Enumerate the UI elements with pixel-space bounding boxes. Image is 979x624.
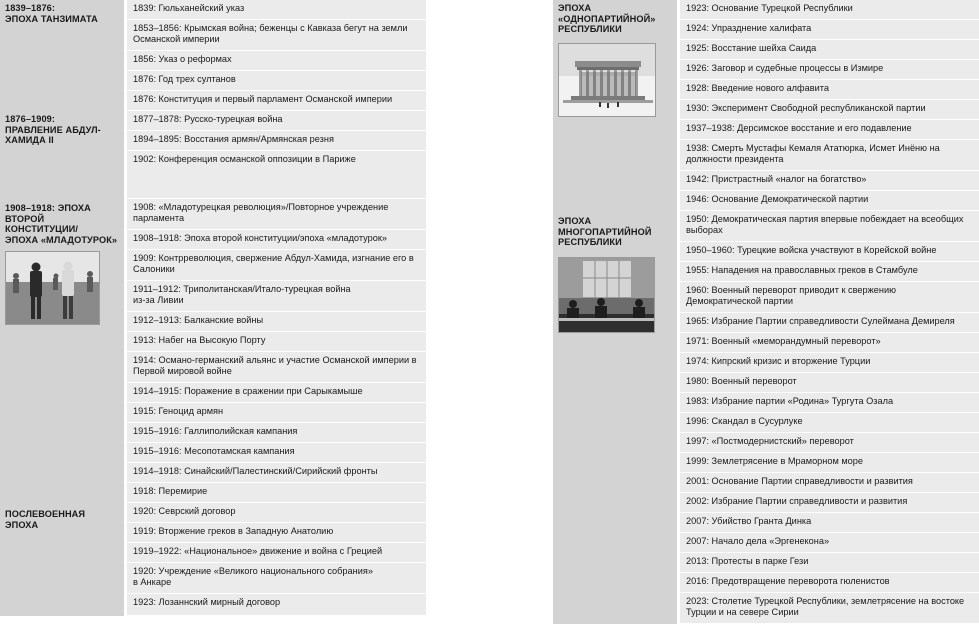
event-list (127, 0, 426, 111)
event-list (127, 111, 426, 199)
event-row: 1920: Учреждение «Великого национального собрания» в Анкаре (127, 563, 426, 594)
assembly-photo-icon (558, 257, 655, 333)
mausoleum-photo-icon (558, 43, 656, 117)
event-row: 1999: Землетрясение в Мраморном море (680, 453, 979, 473)
era-title: 1908–1918: ЭПОХА ВТОРОЙ КОНСТИТУЦИИ/ ЭПОХА «МЛАДОТУРОК» (5, 203, 118, 245)
event-list (680, 0, 979, 211)
event-row: 1919–1922: «Национальное» движение и война с Грецией (127, 543, 426, 563)
event-row: 1924: Упразднение халифата (680, 20, 979, 40)
event-row: 1918: Перемирие (127, 483, 426, 503)
era-title: ПОСЛЕВОЕННАЯ ЭПОХА (5, 509, 86, 530)
era-title: ЭПОХА МНОГОПАРТИЙНОЙ РЕСПУБЛИКИ (558, 216, 652, 247)
era-group (0, 0, 426, 111)
event-row: 1915: Геноцид армян (127, 403, 426, 423)
event-row: 1876: Год трех султанов (127, 71, 426, 91)
era-cell (0, 111, 127, 199)
event-row: 1914–1918: Синайский/Палестинский/Сирийский фронты (127, 463, 426, 483)
event-row: 2013: Протесты в парке Гези (680, 553, 979, 573)
event-row: 1877–1878: Русско-турецкая война (127, 111, 426, 131)
event-row: 1915–1916: Галлиполийская кампания (127, 423, 426, 443)
era-group (553, 0, 979, 211)
era-group (0, 111, 426, 199)
event-row: 1983: Избрание партии «Родина» Тургута Озала (680, 393, 979, 413)
event-list (680, 211, 979, 624)
event-list (127, 503, 426, 616)
event-row: 1946: Основание Демократической партии (680, 191, 979, 211)
event-row: 1996: Скандал в Сусурлуке (680, 413, 979, 433)
event-row: 1839: Гюльханейский указ (127, 0, 426, 20)
era-title: 1839–1876: ЭПОХА ТАНЗИМАТА (5, 3, 98, 24)
event-row: 1908: «Младотурецкая революция»/Повторное учреждение парламента (127, 199, 426, 230)
era-cell (0, 0, 127, 111)
event-row: 1914–1915: Поражение в сражении при Сарыкамыше (127, 383, 426, 403)
event-row: 1913: Набег на Высокую Порту (127, 332, 426, 352)
era-title: 1876–1909: ПРАВЛЕНИЕ АБДУЛ- ХАМИДА II (5, 114, 101, 145)
event-row: 1920: Севрский договор (127, 503, 426, 523)
era-group (0, 503, 426, 616)
event-row: 1938: Смерть Мустафы Кемаля Ататюрка, Исмет Инёню на должности президента (680, 140, 979, 171)
event-row: 1960: Военный переворот приводит к свержению Демократической партии (680, 282, 979, 313)
event-row: 1923: Основание Турецкой Республики (680, 0, 979, 20)
event-row: 1955: Нападения на православных греков в Стамбуле (680, 262, 979, 282)
event-row: 1894–1895: Восстания армян/Армянская резня (127, 131, 426, 151)
event-row: 2001: Основание Партии справедливости и развития (680, 473, 979, 493)
event-row: 1919: Вторжение греков в Западную Анатолию (127, 523, 426, 543)
event-row: 2002: Избрание Партии справедливости и развития (680, 493, 979, 513)
event-row: 1950: Демократическая партия впервые побеждает на всеобщих выборах (680, 211, 979, 242)
event-row: 1911–1912: Триполитанская/Итало-турецкая война из-за Ливии (127, 281, 426, 312)
event-row: 1942: Пристрастный «налог на богатство» (680, 171, 979, 191)
timeline-right-column (553, 0, 979, 624)
event-row: 1980: Военный переворот (680, 373, 979, 393)
era-cell (0, 503, 127, 616)
event-row: 1914: Османо-германский альянс и участие Османской империи в Первой мировой войне (127, 352, 426, 383)
event-row: 1926: Заговор и судебные процессы в Измире (680, 60, 979, 80)
event-row: 2007: Убийство Гранта Динка (680, 513, 979, 533)
event-row: 1997: «Постмодернистский» переворот (680, 433, 979, 453)
event-row: 1856: Указ о реформах (127, 51, 426, 71)
era-cell (553, 0, 680, 211)
era-title: ЭПОХА «ОДНОПАРТИЙНОЙ» РЕСПУБЛИКИ (558, 3, 656, 34)
event-row: 1925: Восстание шейха Саида (680, 40, 979, 60)
event-row: 2007: Начало дела «Эргенекона» (680, 533, 979, 553)
event-row: 1923: Лозаннский мирный договор (127, 594, 426, 616)
era-cell (553, 211, 680, 624)
event-row: 1928: Введение нового алфавита (680, 80, 979, 100)
event-row: 1965: Избрание Партии справедливости Сулеймана Демиреля (680, 313, 979, 333)
event-row: 1937–1938: Дерсимское восстание и его подавление (680, 120, 979, 140)
event-row: 1915–1916: Месопотамская кампания (127, 443, 426, 463)
event-row: 1853–1856: Крымская война; беженцы с Кавказа бегут на земли Османской империи (127, 20, 426, 51)
event-row: 2016: Предотвращение переворота гюленистов (680, 573, 979, 593)
event-row: 1902: Конференция османской оппозиции в Париже (127, 151, 426, 199)
event-row: 1912–1913: Балканские войны (127, 312, 426, 332)
event-list (127, 199, 426, 503)
event-row: 1876: Конституция и первый парламент Османской империи (127, 91, 426, 111)
event-row: 1908–1918: Эпоха второй конституции/эпоха «младотурок» (127, 230, 426, 250)
event-row: 1909: Контрреволюция, свержение Абдул-Хамида, изгнание его в Салоники (127, 250, 426, 281)
event-row: 1974: Кипрский кризис и вторжение Турции (680, 353, 979, 373)
era-group (0, 199, 426, 503)
timeline-left-column (0, 0, 426, 616)
event-row: 1950–1960: Турецкие войска участвуют в Корейской войне (680, 242, 979, 262)
event-row: 1971: Военный «меморандумный переворот» (680, 333, 979, 353)
era-group (553, 211, 979, 624)
officers-photo-icon (5, 251, 100, 325)
era-cell (0, 199, 127, 503)
event-row: 2023: Столетие Турецкой Республики, землетрясение на востоке Турции и на севере Сирии (680, 593, 979, 624)
event-row: 1930: Эксперимент Свободной республиканской партии (680, 100, 979, 120)
